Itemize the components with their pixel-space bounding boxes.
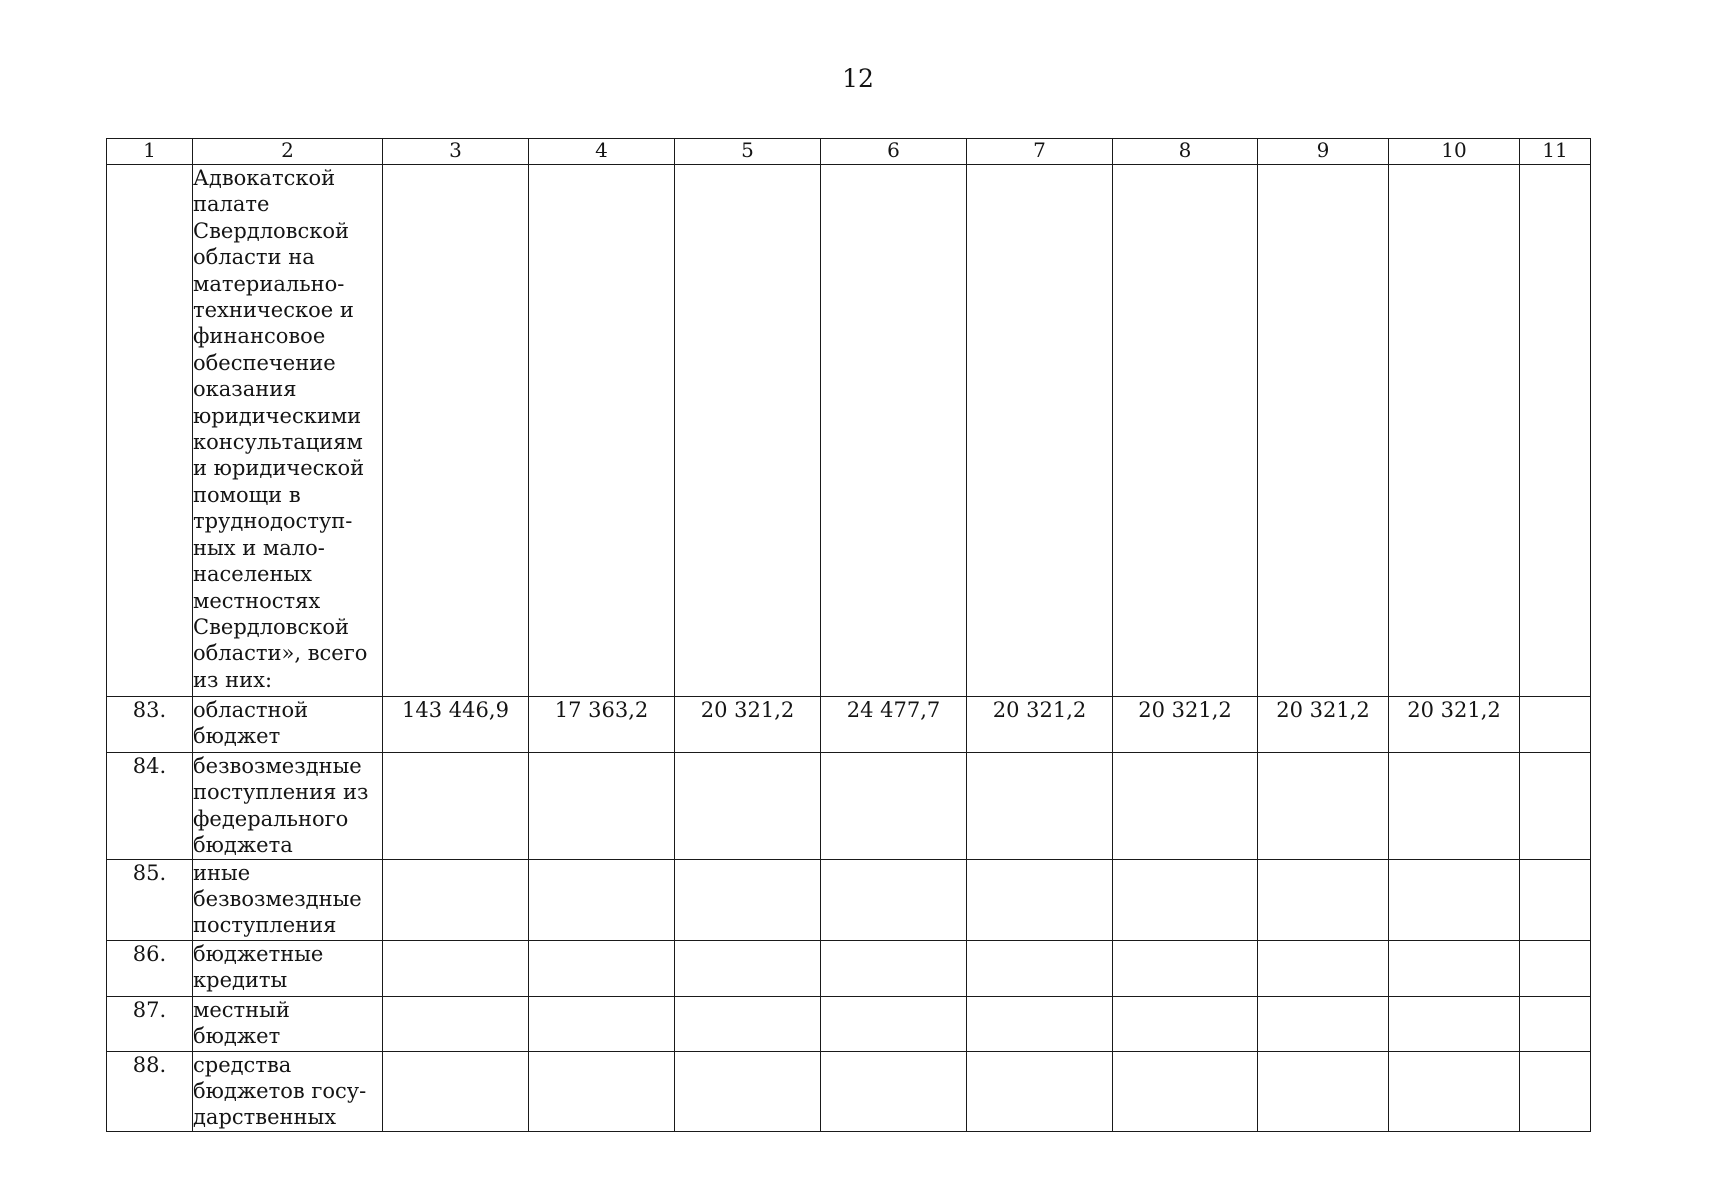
column-header: 4 [529,139,675,165]
column-header: 11 [1520,139,1591,165]
value-cell [529,165,675,697]
value-cell [383,996,529,1051]
value-cell: 20 321,2 [675,697,821,753]
column-header: 8 [1113,139,1258,165]
value-cell [1258,859,1389,940]
row-number-cell: 83. [107,697,193,753]
value-cell: 17 363,2 [529,697,675,753]
value-cell [1258,996,1389,1051]
value-cell [1520,940,1591,996]
page-number: 12 [842,64,874,93]
value-cell [1113,940,1258,996]
value-cell [675,940,821,996]
value-cell [1520,697,1591,753]
value-cell [821,165,967,697]
value-cell [1520,859,1591,940]
table-row [107,1051,1591,1131]
value-cell [821,859,967,940]
table-row [107,753,1591,860]
value-cell: 24 477,7 [821,697,967,753]
value-cell [1113,165,1258,697]
value-cell [1258,1051,1389,1131]
value-cell [1113,859,1258,940]
value-cell [1113,1051,1258,1131]
row-number-cell [107,165,193,697]
value-cell [967,753,1113,860]
value-cell: 20 321,2 [1258,697,1389,753]
table-row [107,697,1591,753]
value-cell [383,859,529,940]
value-cell [675,753,821,860]
value-cell [529,940,675,996]
value-cell [383,165,529,697]
row-label-cell: областной бюджет [193,697,383,753]
value-cell [967,165,1113,697]
row-number-cell: 87. [107,996,193,1051]
table-row [107,940,1591,996]
value-cell [529,753,675,860]
value-cell [1389,996,1520,1051]
row-number-cell: 84. [107,753,193,860]
row-label-cell: безвозмездные поступления из федерального бюджета [193,753,383,860]
value-cell [675,996,821,1051]
column-header: 2 [193,139,383,165]
value-cell [383,753,529,860]
value-cell [1113,753,1258,860]
value-cell [675,165,821,697]
value-cell [1520,1051,1591,1131]
column-header: 7 [967,139,1113,165]
value-cell [821,940,967,996]
table-row [107,859,1591,940]
value-cell [821,753,967,860]
value-cell [383,940,529,996]
column-header: 10 [1389,139,1520,165]
value-cell [1389,753,1520,860]
value-cell [1389,859,1520,940]
row-number-cell: 85. [107,859,193,940]
row-label-cell: бюджетные кредиты [193,940,383,996]
value-cell [1258,165,1389,697]
row-label-cell: иные безвозмездные поступления [193,859,383,940]
value-cell [967,859,1113,940]
value-cell [1389,1051,1520,1131]
value-cell [821,1051,967,1131]
table-row [107,996,1591,1051]
value-cell [967,996,1113,1051]
value-cell [1389,940,1520,996]
value-cell [1520,165,1591,697]
budget-table [106,138,1591,1132]
value-cell [1389,165,1520,697]
value-cell [967,940,1113,996]
column-header: 9 [1258,139,1389,165]
row-number-cell: 88. [107,1051,193,1131]
value-cell [529,859,675,940]
value-cell: 143 446,9 [383,697,529,753]
value-cell [821,996,967,1051]
value-cell [529,1051,675,1131]
value-cell [675,1051,821,1131]
row-label-cell: местный бюджет [193,996,383,1051]
row-number-cell: 86. [107,940,193,996]
table-row [107,165,1591,697]
value-cell: 20 321,2 [967,697,1113,753]
value-cell [1113,996,1258,1051]
value-cell [1520,996,1591,1051]
column-header: 6 [821,139,967,165]
column-header: 1 [107,139,193,165]
value-cell [1258,940,1389,996]
value-cell [1258,753,1389,860]
column-header: 5 [675,139,821,165]
row-label-cell: Адвокатской палате Свердловской области на материально- техническое и финансовое обеспечение оказания юридическими консультациям и юридической помощи в труднодоступ- ных и мало- населеных местностях Свердловской области», всего из них: [193,165,383,697]
column-number-header-row [107,139,1591,165]
value-cell: 20 321,2 [1389,697,1520,753]
value-cell [675,859,821,940]
row-label-cell: средства бюджетов госу- дарственных [193,1051,383,1131]
value-cell [1520,753,1591,860]
value-cell [967,1051,1113,1131]
column-header: 3 [383,139,529,165]
value-cell [383,1051,529,1131]
value-cell: 20 321,2 [1113,697,1258,753]
value-cell [529,996,675,1051]
